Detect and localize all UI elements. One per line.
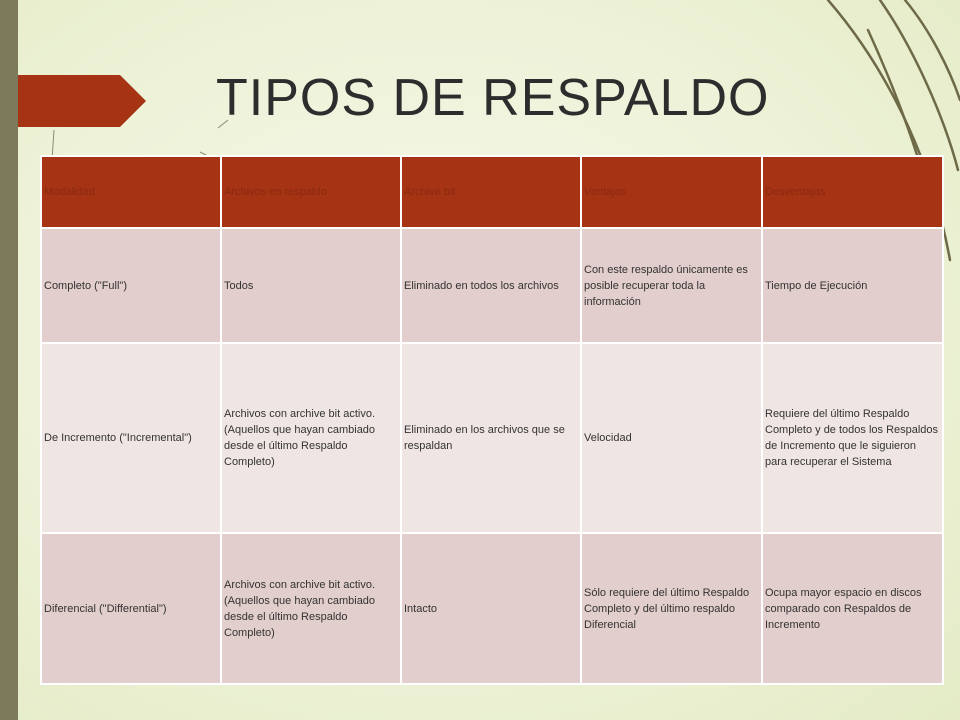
table-row — [41, 343, 943, 533]
table-header-row — [41, 156, 943, 228]
table-row — [41, 228, 943, 343]
cell-desventajas: Tiempo de Ejecución — [762, 228, 943, 343]
cell-archivos: Archivos con archive bit activo.(Aquellos que hayan cambiado desde el último Respaldo Completo) — [221, 533, 401, 684]
cell-archivos: Todos — [221, 228, 401, 343]
cell-archive-bit: Eliminado en todos los archivos — [401, 228, 581, 343]
cell-modalidad: De Incremento ("Incremental") — [41, 343, 221, 533]
cell-ventajas: Sólo requiere del último Respaldo Completo y del último respaldo Diferencial — [581, 533, 762, 684]
left-accent-bar — [0, 0, 18, 720]
header-desventajas: Desventajas — [762, 156, 943, 228]
cell-archivos: Archivos con archive bit activo.(Aquellos que hayan cambiado desde el último Respaldo Completo) — [221, 343, 401, 533]
cell-ventajas: Con este respaldo únicamente es posible recuperar toda la información — [581, 228, 762, 343]
header-ventajas: Ventajas — [581, 156, 762, 228]
backup-types-table — [40, 155, 944, 685]
cell-desventajas: Ocupa mayor espacio en discos comparado con Respaldos de Incremento — [762, 533, 943, 684]
header-archive-bit: Archive bit — [401, 156, 581, 228]
cell-modalidad: Diferencial ("Differential") — [41, 533, 221, 684]
cell-archive-bit: Intacto — [401, 533, 581, 684]
header-modalidad: Modalidad — [41, 156, 221, 228]
header-archivos: Archivos en respaldo — [221, 156, 401, 228]
cell-archive-bit: Eliminado en los archivos que se respaldan — [401, 343, 581, 533]
page-title: TIPOS DE RESPALDO — [216, 69, 770, 127]
cell-ventajas: Velocidad — [581, 343, 762, 533]
cell-modalidad: Completo ("Full") — [41, 228, 221, 343]
cell-desventajas: Requiere del último Respaldo Completo y de todos los Respaldos de Incremento que le siguieron para recuperar el Sistema — [762, 343, 943, 533]
table-row — [41, 533, 943, 684]
title-ribbon — [18, 75, 146, 127]
